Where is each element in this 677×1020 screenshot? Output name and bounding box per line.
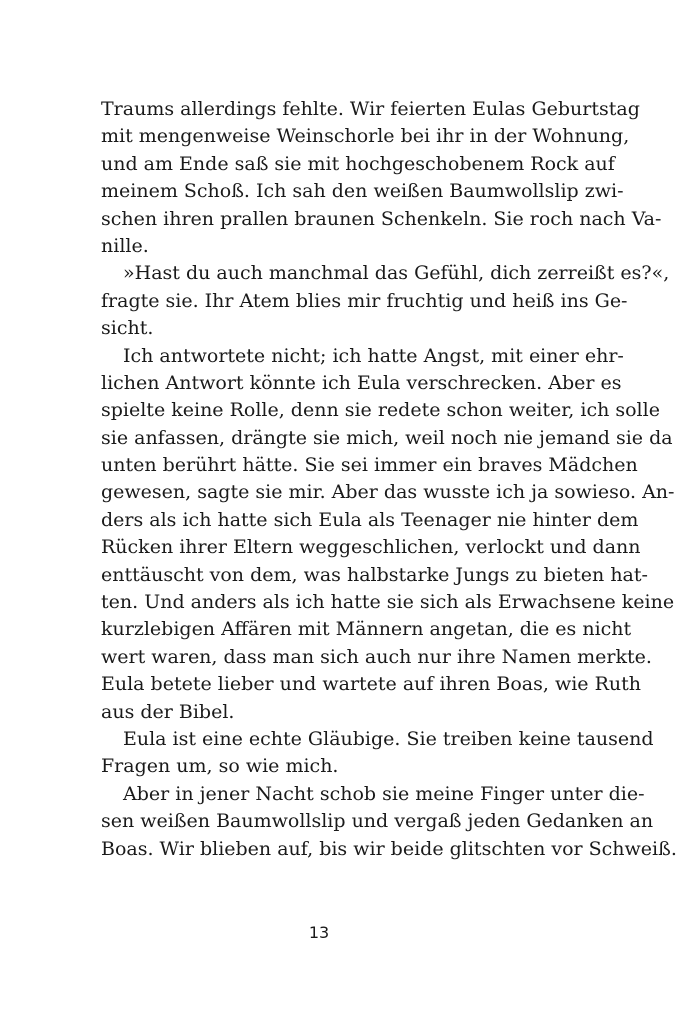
- text-line: Aber in jener Nacht schob sie meine Finger unter die-: [123, 782, 645, 805]
- text-line: »Hast du auch manchmal das Gefühl, dich zerreißt es?«,: [123, 262, 670, 285]
- text-line: enttäuscht von dem, was halbstarke Jungs zu bieten hat-: [101, 563, 648, 586]
- page-number: 13: [308, 923, 330, 942]
- paragraph: [101, 781, 677, 863]
- text-line: Fragen um, so wie mich.: [101, 755, 339, 778]
- text-line: Ich antwortete nicht; ich hatte Angst, mit einer ehr-: [123, 344, 624, 367]
- text-line: Rücken ihrer Eltern weggeschlichen, verlockt und dann: [101, 536, 641, 559]
- text-line: mit mengenweise Weinschorle bei ihr in der Wohnung,: [101, 125, 630, 148]
- text-line: nille.: [101, 234, 149, 257]
- text-line: fragte sie. Ihr Atem blies mir fruchtig und heiß ins Ge-: [101, 289, 628, 312]
- text-line: lichen Antwort könnte ich Eula verschrecken. Aber es: [101, 371, 622, 394]
- text-line: Eula ist eine echte Gläubige. Sie treiben keine tausend: [123, 727, 654, 750]
- text-line: wert waren, dass man sich auch nur ihre Namen merkte.: [101, 645, 652, 668]
- text-line: sicht.: [101, 317, 154, 340]
- text-line: und am Ende saß sie mit hochgeschobenem Rock auf: [101, 152, 615, 175]
- paragraph: [101, 260, 670, 342]
- text-line: sen weißen Baumwollslip und vergaß jeden Gedanken an: [101, 810, 654, 833]
- text-line: aus der Bibel.: [101, 700, 235, 723]
- text-line: ders als ich hatte sich Eula als Teenager nie hinter dem: [101, 508, 639, 531]
- paragraph: [101, 96, 662, 260]
- text-line: Traums allerdings fehlte. Wir feierten Eulas Geburtstag: [101, 98, 640, 120]
- text-line: gewesen, sagte sie mir. Aber das wusste ich ja sowieso. An-: [101, 481, 675, 504]
- text-line: Eula betete lieber und wartete auf ihren Boas, wie Ruth: [101, 673, 641, 696]
- text-line: ten. Und anders als ich hatte sie sich als Erwachsene keine: [101, 591, 675, 614]
- text-line: sie anfassen, drängte sie mich, weil noch nie jemand sie da: [101, 426, 673, 449]
- paragraph: [101, 726, 654, 781]
- text-line: meinem Schoß. Ich sah den weißen Baumwollslip zwi-: [101, 180, 624, 203]
- text-line: schen ihren prallen braunen Schenkeln. Sie roch nach Va-: [101, 207, 662, 230]
- text-line: unten berührt hätte. Sie sei immer ein braves Mädchen: [101, 454, 638, 477]
- text-line: spielte keine Rolle, denn sie redete schon weiter, ich solle: [101, 399, 660, 422]
- body-text: [101, 96, 677, 863]
- text-line: kurzlebigen Affären mit Männern angetan, die es nicht: [101, 618, 632, 641]
- paragraph: [101, 343, 675, 726]
- text-line: Boas. Wir blieben auf, bis wir beide glitschten vor Schweiß.: [101, 837, 677, 860]
